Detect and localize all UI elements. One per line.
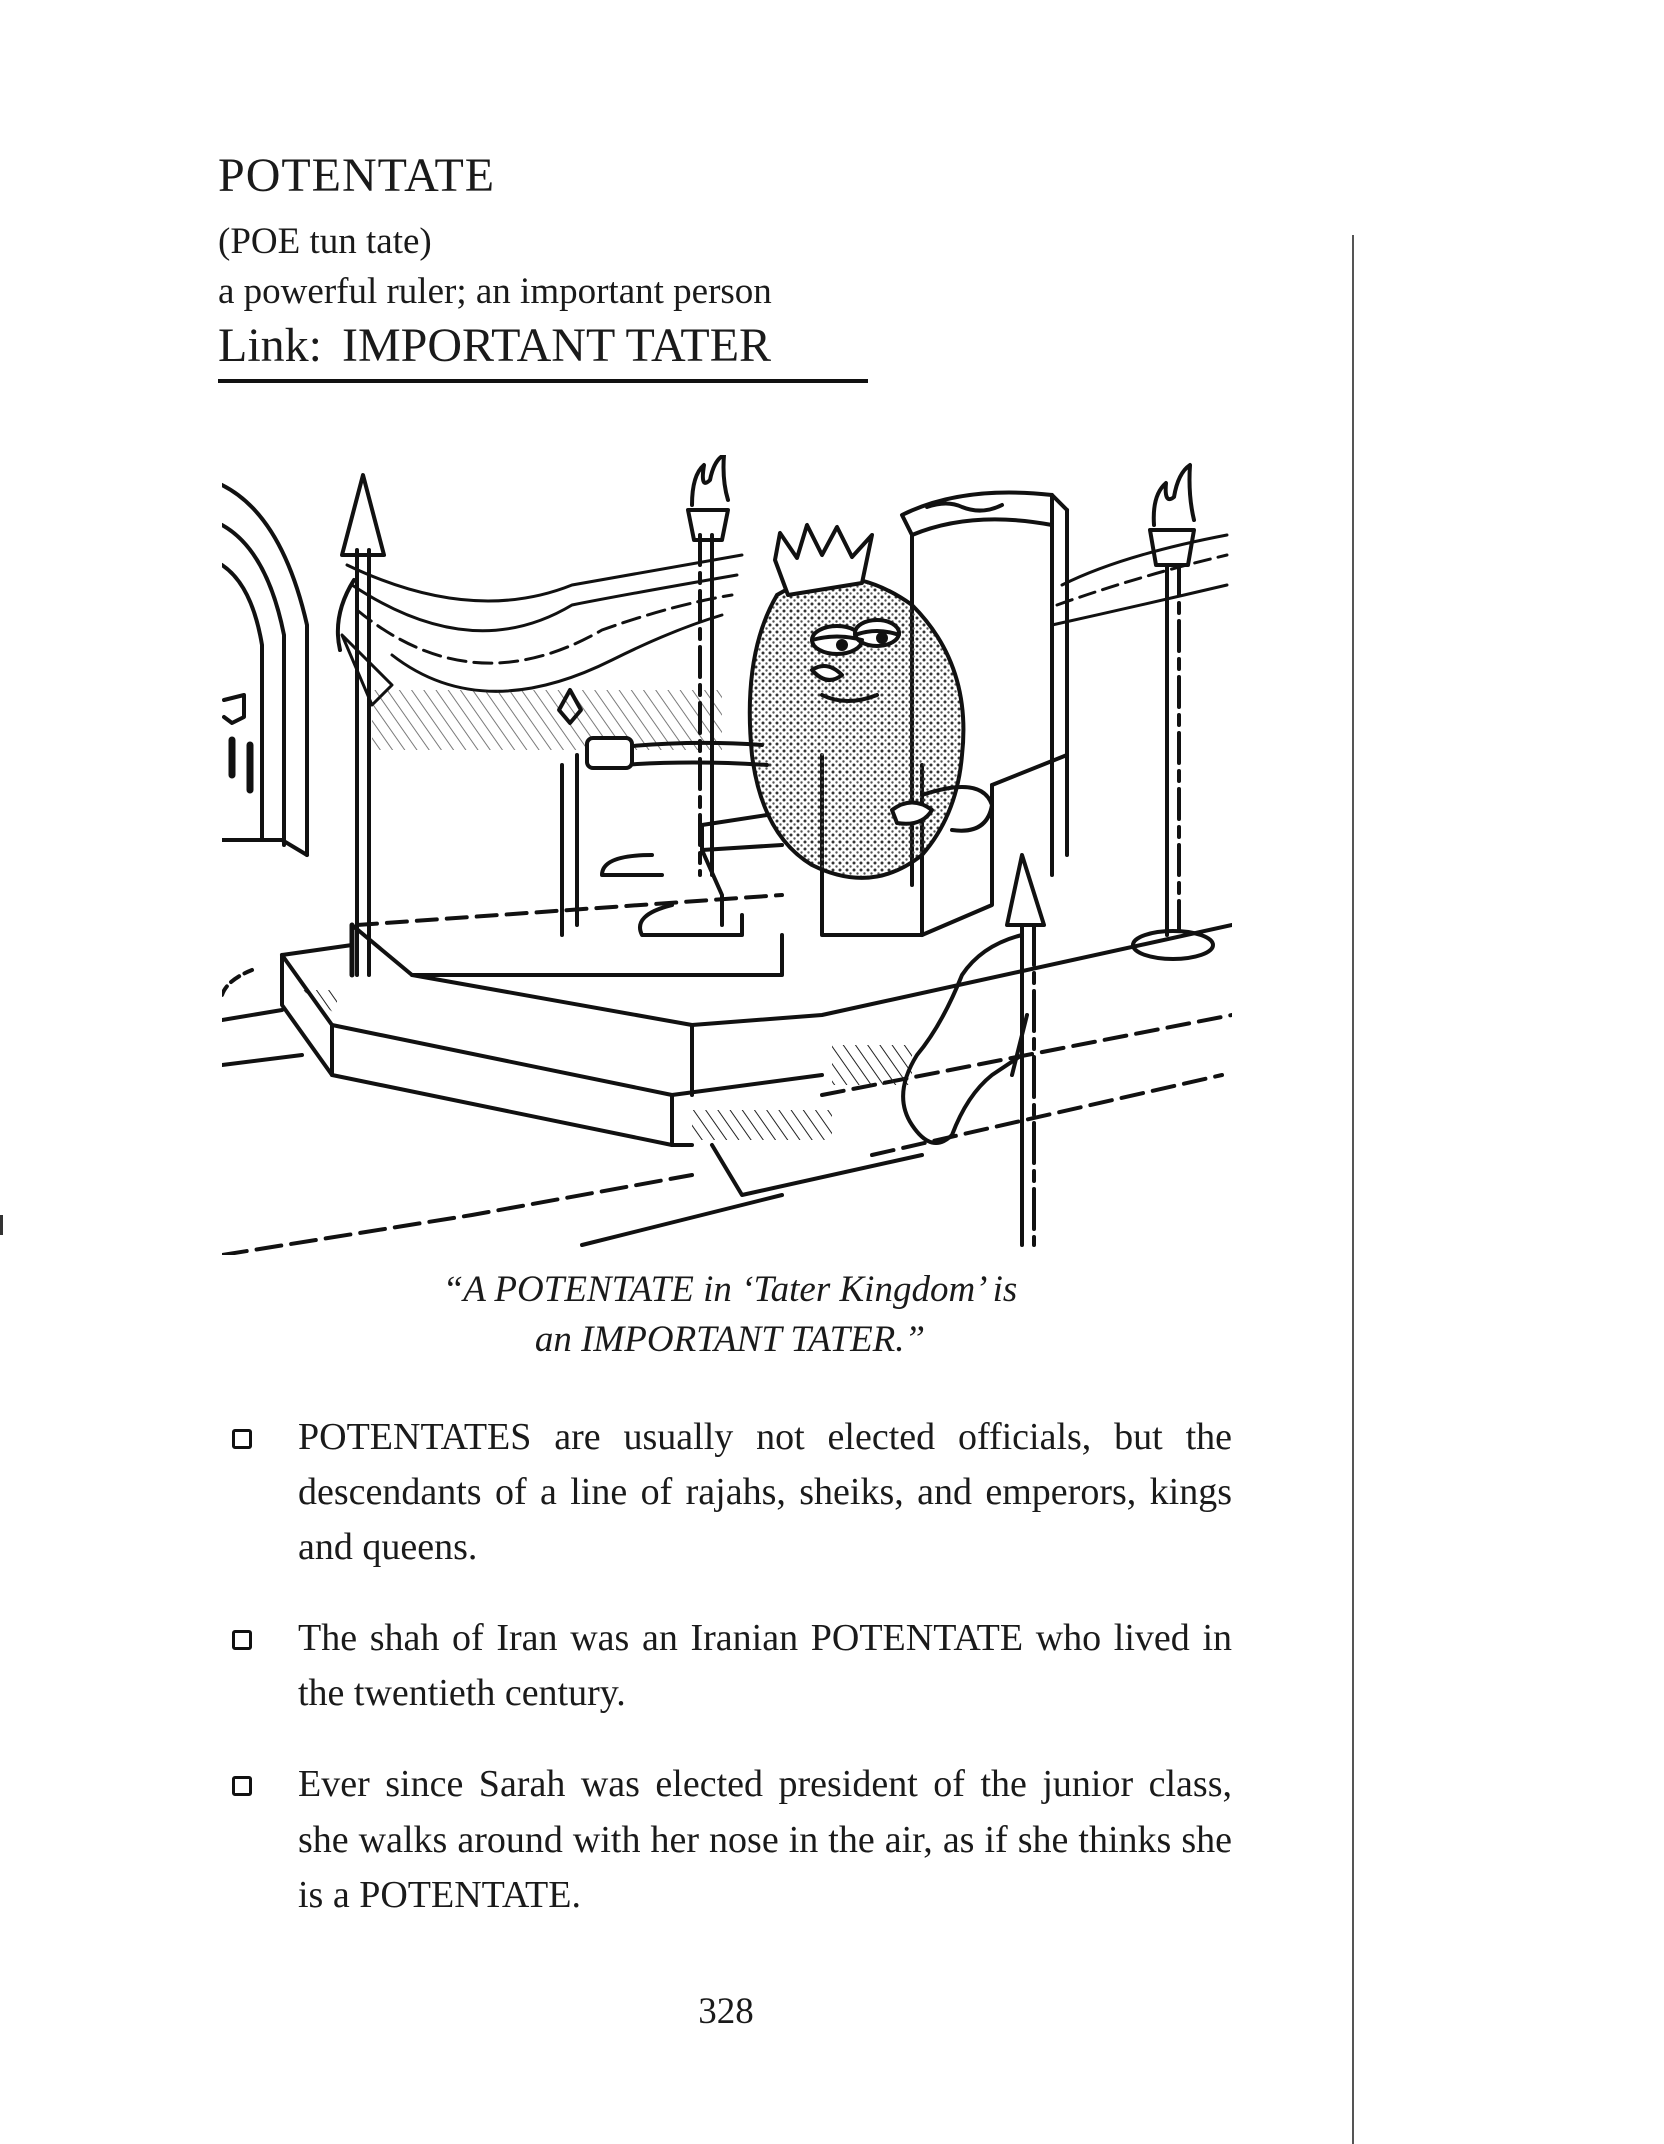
page-edge-rule: [1352, 235, 1354, 2144]
checkbox-icon: [232, 1429, 252, 1449]
example-text: Ever since Sarah was elected president of the junior class, she walks around with her nose in the air, as if she thinks she is a POTENTATE.: [298, 1763, 1232, 1916]
vocab-word: POTENTATE: [218, 149, 496, 202]
caption-line-1: “A POTENTATE in ‘Tater Kingdom’ is: [442, 1269, 1018, 1310]
potato-king-illustration: [222, 455, 1232, 1255]
memory-link: [218, 318, 868, 383]
example-sentences: [232, 1410, 1232, 1959]
example-item: [232, 1611, 1232, 1721]
scan-mark: [0, 1215, 3, 1235]
illustration-caption: [330, 1265, 1130, 1365]
example-text: The shah of Iran was an Iranian POTENTATE who lived in the twentieth century.: [298, 1617, 1232, 1715]
torch-left: [688, 455, 728, 875]
example-item: [232, 1410, 1232, 1575]
link-label: Link:: [218, 319, 322, 372]
link-text: IMPORTANT TATER: [342, 319, 772, 372]
page-number: 328: [698, 1991, 754, 2032]
checkbox-icon: [232, 1776, 252, 1796]
pronunciation: (POE tun tate): [218, 221, 432, 262]
checkbox-icon: [232, 1630, 252, 1650]
example-text: POTENTATES are usually not elected officials, but the descendants of a line of rajahs, sheiks, and emperors, kings and queens.: [298, 1416, 1232, 1569]
throne-platform: [222, 895, 1232, 1255]
example-item: [232, 1757, 1232, 1922]
arched-window: [222, 485, 307, 855]
definition: a powerful ruler; an important person: [218, 271, 772, 312]
caption-line-2: an IMPORTANT TATER.”: [534, 1318, 926, 1360]
